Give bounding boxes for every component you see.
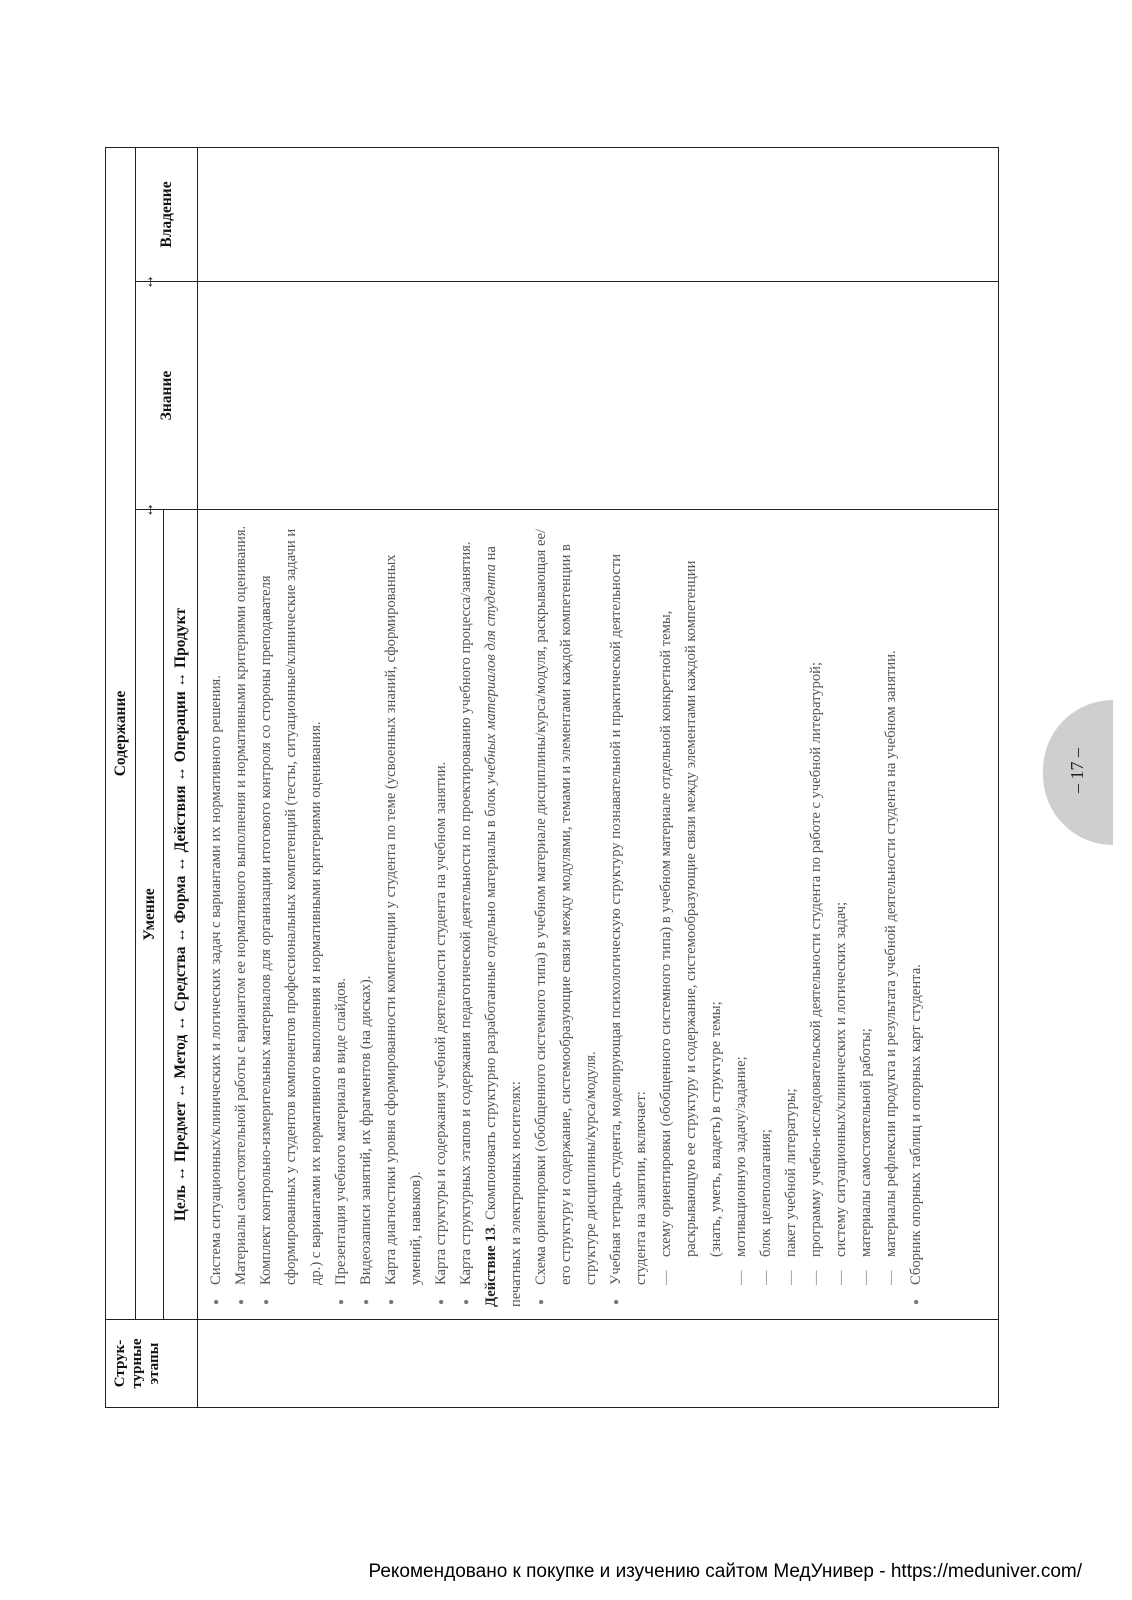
list-item: ● Материалы самостоятельной работы с вариантом ее нормативного выполнения и нормативными критериями оценивания. [229, 520, 254, 1307]
page-number: – 17 – [1067, 748, 1087, 793]
list-b [529, 520, 929, 1307]
action-italic: учебных материалов для студента [483, 564, 499, 785]
header-znanie-cell [136, 274, 198, 510]
list-item: ● Схема ориентировки (обобщенного системного типа) в учебном материале дисциплины/курса/модуля, раскрывающая ее/его структуру и содержание, системообразующие связи между модулями, темами и элементами каждой компетенции в структуре дисциплины/курса/модуля. [529, 520, 604, 1307]
dash-item: — пакет учебной литературы; [779, 520, 804, 1307]
rotated-page [105, 148, 1015, 1408]
list-item: ● Видеозаписи занятий, их фрагментов (на дисках). [354, 520, 379, 1307]
list-item: ● Карта структурных этапов и содержания педагогической деятельности по проектированию учебного процесса/занятия. [454, 520, 479, 1307]
list-item: ● Система ситуационных/клинических и логических задач с вариантами их нормативного решения. [204, 520, 229, 1307]
header-stages: Струк- турные этапы [106, 1320, 198, 1408]
content-text [204, 520, 929, 1307]
list-item: ● Учебная тетрадь студента, моделирующая психологическую структуру познавательной и практической деятельности студента на занятии, включает: [604, 520, 654, 1307]
header-content: Содержание [106, 148, 136, 1320]
header-chain: Цель ↔ Предмет ↔ Метод ↔ Средства ↔ Форма ↔ Действия ↔ Операции ↔ Продукт [164, 510, 198, 1320]
content-table [105, 147, 999, 1408]
arrow-icon: ↔ [140, 274, 157, 290]
list-item: ● Карта структуры и содержания учебной деятельности студента на учебном занятии. [429, 520, 454, 1307]
arrow-icon: ↔ [140, 502, 157, 518]
header-umenie-cell [136, 502, 164, 1320]
header-umenie: Умение [140, 888, 158, 941]
page-number-tab [1043, 700, 1113, 845]
list-item: ● Карта диагностики уровня сформированности компетенции у студента по теме (усвоенных знаний, сформированных умений, навыков). [379, 520, 429, 1307]
action-tail: на печатных и электронных носителях: [483, 546, 524, 1307]
list-item: ● Сборник опорных таблиц и опорных карт студента. [904, 520, 929, 1307]
list-a [204, 520, 479, 1307]
vladenie-body [198, 148, 999, 282]
dash-item: — программу учебно-исследовательской деятельности студента по работе с учебной литературой; [804, 520, 829, 1307]
znanie-body [198, 282, 999, 510]
list-item: ● Комплект контрольно-измерительных материалов для организации итогового контроля со стороны преподавателя сформированных у студентов компонентов профессиональных компетенций (тесты, ситуационные/клинические задачи и др.) с вариантами их нормативного выполнения и нормативными критериями оценивания. [254, 520, 329, 1307]
umenie-body [198, 510, 999, 1320]
header-znanie: Знание [157, 370, 175, 421]
footer-link[interactable]: Рекомендовано к покупке и изучению сайтом МедУнивер - https://meduniver.com/ [368, 1561, 1082, 1582]
action-text: . Скомпоновать структурно разработанные отдельно материалы в блок [483, 784, 499, 1228]
stages-body [198, 1320, 999, 1408]
list-item: ● Презентация учебного материала в виде слайдов. [329, 520, 354, 1307]
dash-item: — материалы самостоятельной работы; [854, 520, 879, 1307]
action-13 [479, 520, 529, 1307]
action-label: Действие 13 [483, 1227, 499, 1307]
header-vladenie: Владение [136, 148, 198, 282]
dash-item: — схему ориентировки (обобщенного системного типа) в учебном материале отдельной конкретной темы, раскрывающую ее структуру и содержание, системообразующие связи между элементами каждой компетенции (знать, уметь, владеть) в структуре темы; [654, 520, 729, 1307]
dash-item: — блок целеполагания; [754, 520, 779, 1307]
dash-item: — материалы рефлексии продукта и результата учебной деятельности студента на учебном занятии. [879, 520, 904, 1307]
dash-item: — мотивационную задачу/задание; [729, 520, 754, 1307]
dash-item: — систему ситуационных/клинических и логических задач; [829, 520, 854, 1307]
